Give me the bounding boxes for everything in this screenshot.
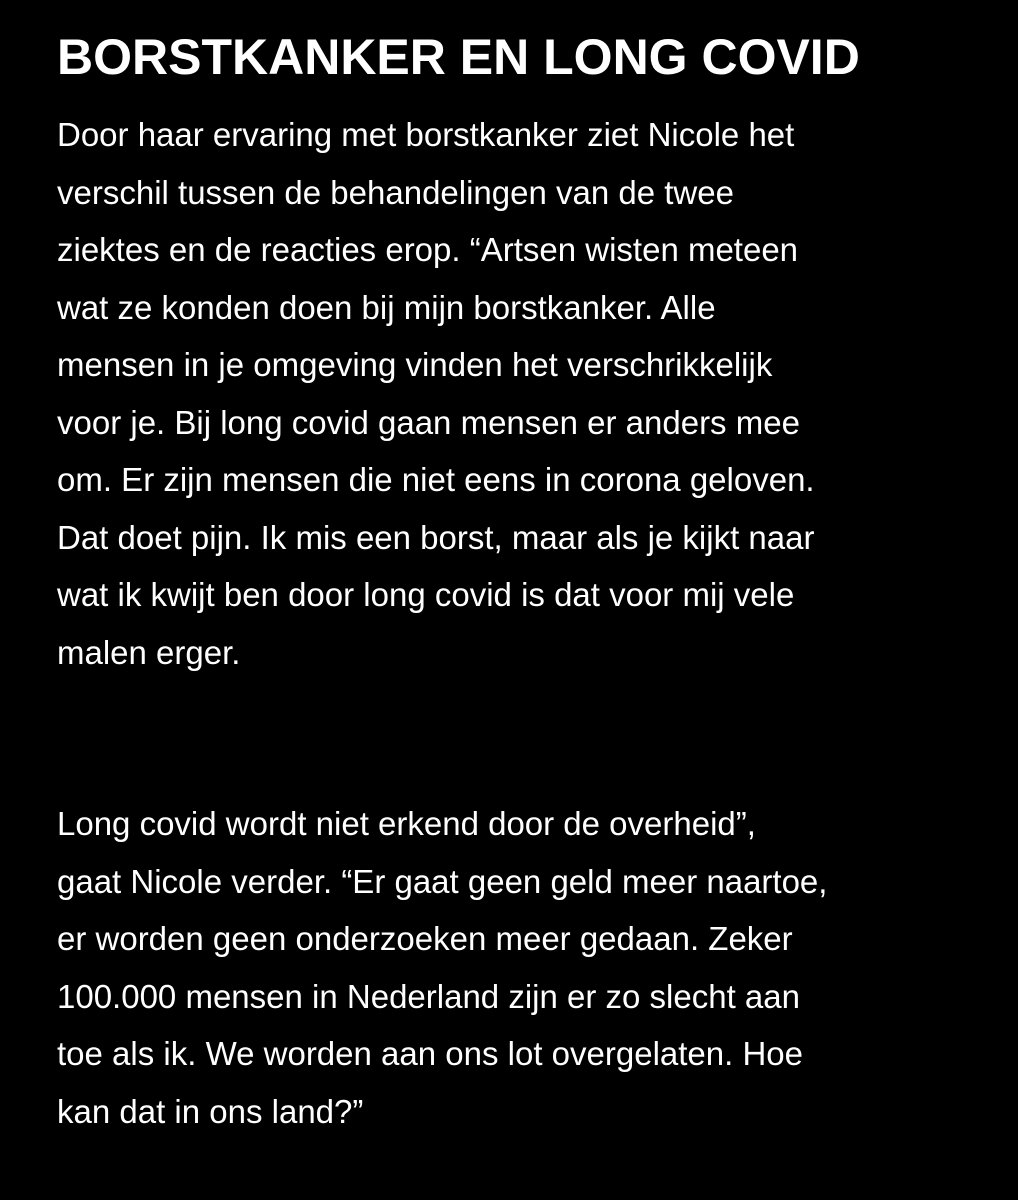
paragraph-line: toe als ik. We worden aan ons lot overgelaten. Hoe: [57, 1035, 803, 1072]
paragraph-2: [57, 795, 827, 1140]
paragraph-line: 100.000 mensen in Nederland zijn er zo slecht aan: [57, 977, 800, 1015]
article-heading: BORSTKANKER EN LONG COVID: [57, 29, 860, 85]
paragraph-line: Door haar ervaring met borstkanker ziet Nicole het: [57, 116, 795, 153]
paragraph-line: gaat Nicole verder. “Er gaat geen geld meer naartoe,: [57, 862, 828, 900]
paragraph-line: malen erger.: [57, 633, 241, 671]
paragraph-line: er worden geen onderzoeken meer gedaan. Zeker: [57, 920, 793, 957]
paragraph-line: mensen in je omgeving vinden het verschrikkelijk: [57, 346, 773, 383]
paragraph-line: kan dat in ons land?”: [57, 1092, 364, 1130]
paragraph-line: om. Er zijn mensen die niet eens in corona geloven.: [57, 461, 815, 498]
paragraph-1: [57, 106, 815, 681]
paragraph-line: Long covid wordt niet erkend door de overheid”,: [57, 805, 756, 842]
paragraph-line: wat ik kwijt ben door long covid is dat voor mij vele: [57, 576, 795, 613]
paragraph-line: Dat doet pijn. Ik mis een borst, maar als je kijkt naar: [57, 518, 815, 556]
paragraph-line: verschil tussen de behandelingen van de twee: [57, 173, 734, 211]
paragraph-line: wat ze konden doen bij mijn borstkanker. Alle: [57, 288, 716, 326]
paragraph-line: ziektes en de reacties erop. “Artsen wisten meteen: [57, 231, 799, 268]
paragraph-line: voor je. Bij long covid gaan mensen er anders mee: [57, 403, 800, 441]
